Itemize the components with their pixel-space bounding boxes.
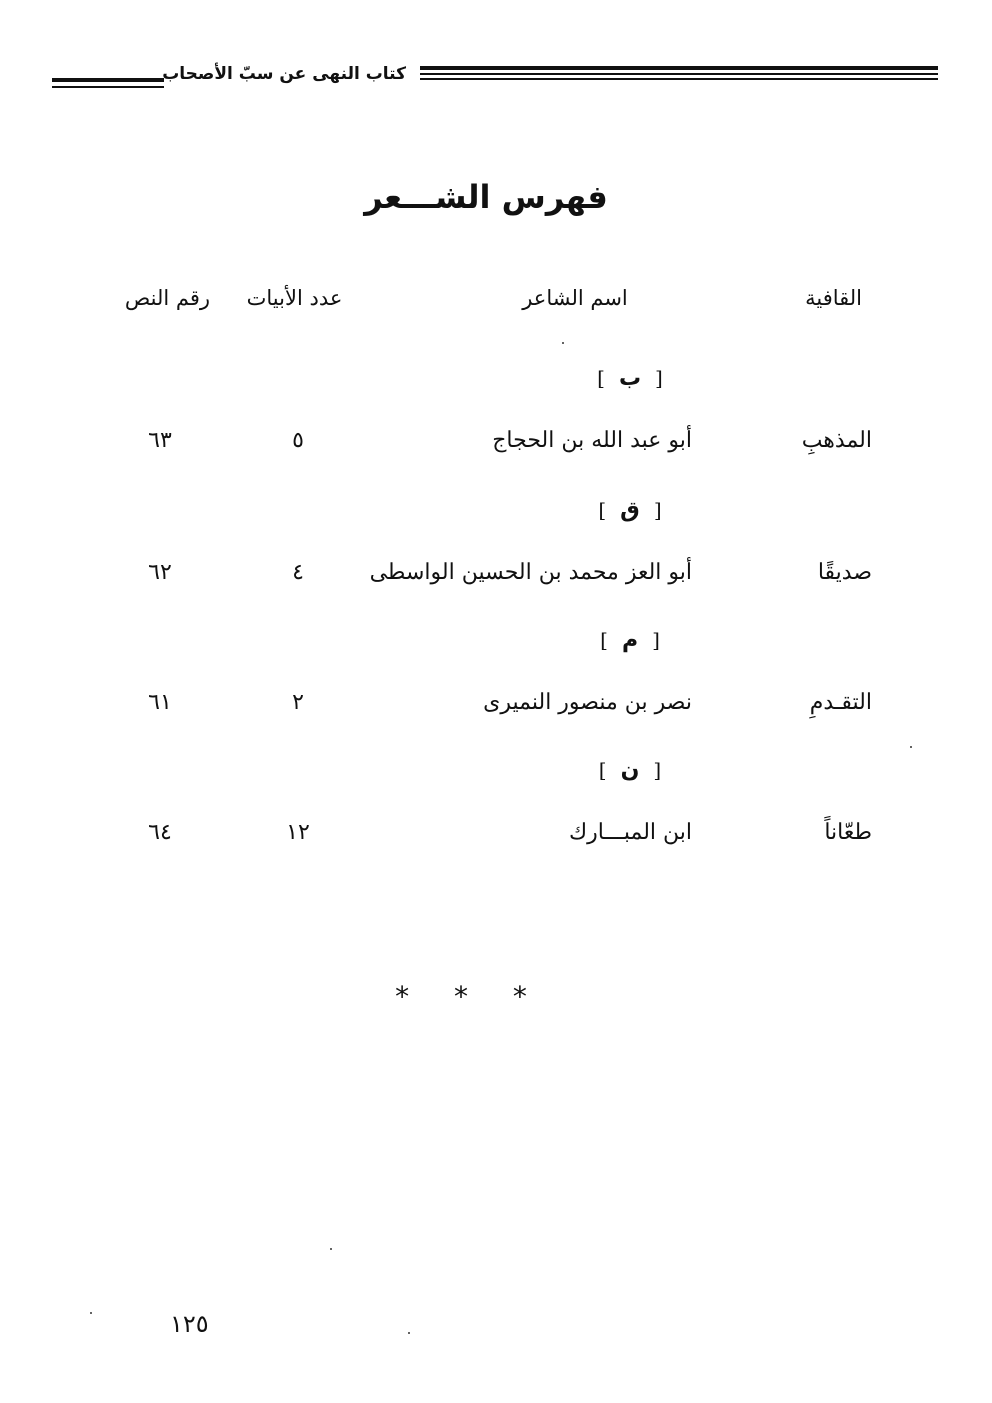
scan-speck (90, 1312, 92, 1314)
poet-cell: أبو عبد الله بن الحجاج (492, 428, 692, 453)
poet-cell: ابن المبـــارك (569, 820, 692, 845)
scan-speck (562, 342, 564, 344)
header-rule-right-bottom (420, 78, 938, 80)
header-rule-right-top (420, 66, 938, 70)
table-row (0, 820, 992, 860)
poet-cell: أبو العز محمد بن الحسين الواسطى (369, 560, 692, 585)
rhyme-cell: طعّاناً (824, 820, 872, 845)
section-letter-heading: [ب] (597, 366, 663, 391)
section-letter-heading: [م] (600, 628, 660, 653)
text-number-cell: ٦٣ (148, 428, 172, 453)
text-number-cell: ٦١ (148, 690, 172, 715)
header-rule-left-top (52, 78, 164, 82)
verses-cell: ٥ (292, 428, 304, 453)
page-title: فهرس الشـــعر (364, 178, 608, 216)
column-header-poet: اسم الشاعر (522, 286, 628, 310)
scan-speck (408, 1332, 410, 1334)
section-divider-stars: * * * (395, 980, 545, 1013)
scan-speck (330, 1248, 332, 1250)
header-rule-left-bottom (52, 86, 164, 88)
verses-cell: ٤ (292, 560, 304, 585)
verses-cell: ١٢ (286, 820, 310, 845)
rhyme-cell: التقـدمِ (809, 690, 872, 715)
column-header-verses: عدد الأبيات (246, 286, 343, 310)
table-row (0, 690, 992, 730)
section-letter: ق (620, 498, 640, 523)
verses-cell: ٢ (292, 690, 304, 715)
section-letter-heading: [ق] (598, 498, 662, 523)
rhyme-cell: صديقًا (817, 560, 872, 585)
section-letter-heading: [ن] (598, 758, 662, 783)
section-letter: ن (620, 758, 640, 783)
poet-cell: نصر بن منصور النميرى (483, 690, 692, 715)
header-rule-right-middle (420, 73, 938, 75)
column-header-rhyme: القافية (805, 286, 862, 310)
scan-speck (910, 746, 912, 748)
rhyme-cell: المذهبِ (801, 428, 872, 453)
text-number-cell: ٦٢ (148, 560, 172, 585)
section-letter: م (621, 628, 639, 653)
text-number-cell: ٦٤ (148, 820, 172, 845)
column-header-text-number: رقم النص (124, 286, 211, 310)
section-letter: ب (618, 366, 642, 391)
page-number: ١٢٥ (170, 1310, 209, 1338)
table-row (0, 428, 992, 468)
table-row (0, 560, 992, 600)
running-title: كتاب النهى عن سبّ الأصحاب (162, 64, 406, 84)
